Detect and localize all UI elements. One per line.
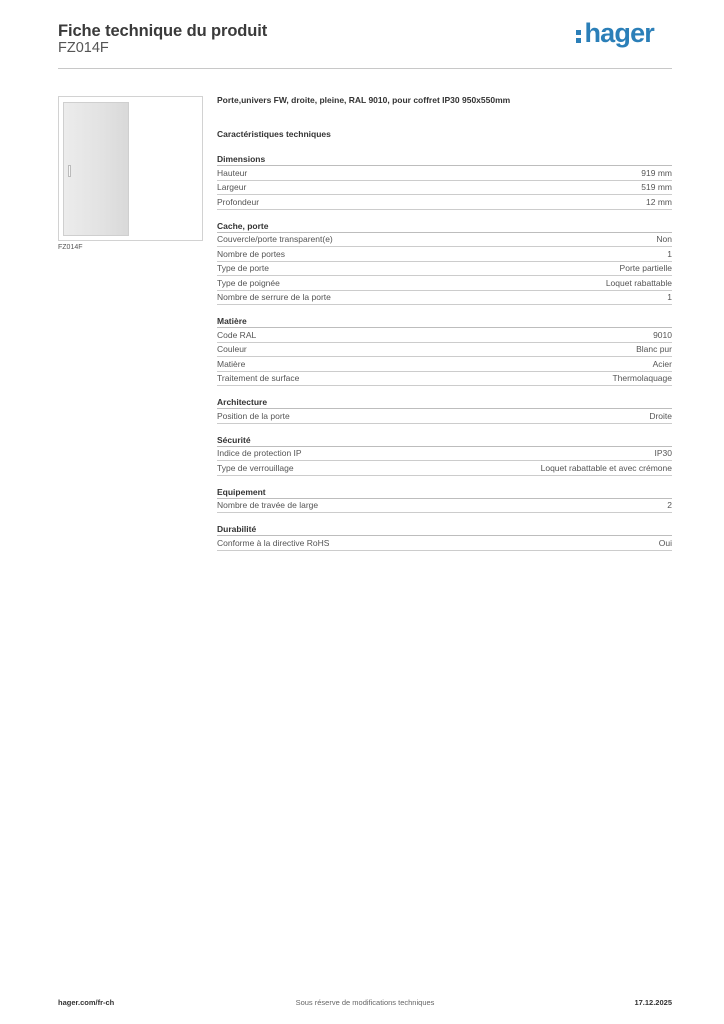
page-footer: [58, 998, 672, 1010]
spec-label: Code RAL: [217, 329, 257, 340]
product-image: [58, 96, 203, 241]
spec-value: 919 mm: [641, 167, 672, 178]
spec-value: Porte partielle: [619, 263, 672, 274]
spec-row: [217, 499, 672, 514]
spec-row: [217, 233, 672, 248]
spec-label: Indice de protection IP: [217, 448, 302, 459]
footer-website: hager.com/fr-ch: [58, 998, 115, 1007]
image-caption: FZ014F: [58, 244, 83, 251]
spec-content: [217, 95, 672, 551]
section-heading: Caractéristiques techniques: [217, 129, 331, 139]
spec-label: Matière: [217, 358, 246, 369]
spec-row: [217, 247, 672, 262]
spec-group-title: Dimensions: [217, 154, 672, 166]
spec-value: 1: [667, 292, 672, 303]
spec-label: Position de la porte: [217, 410, 290, 421]
footer-disclaimer: Sous réserve de modifications techniques: [295, 998, 435, 1007]
spec-label: Couvercle/porte transparent(e): [217, 234, 333, 245]
spec-row: [217, 343, 672, 358]
footer-date: 17.12.2025: [634, 998, 672, 1007]
spec-row: [217, 372, 672, 387]
spec-label: Couleur: [217, 344, 247, 355]
product-reference: FZ014F: [58, 40, 109, 56]
spec-label: Conforme à la directive RoHS: [217, 537, 330, 548]
spec-row: [217, 195, 672, 210]
spec-value: 1: [667, 248, 672, 259]
logo-dots-icon: [576, 30, 581, 43]
spec-row: [217, 262, 672, 277]
spec-value: 12 mm: [646, 196, 672, 207]
spec-label: Largeur: [217, 182, 247, 193]
spec-label: Type de poignée: [217, 277, 280, 288]
spec-row: [217, 357, 672, 372]
spec-value: Loquet rabattable: [605, 277, 672, 288]
spec-row: [217, 328, 672, 343]
spec-row: [217, 181, 672, 196]
spec-groups: [217, 154, 672, 551]
spec-value: Droite: [649, 410, 672, 421]
spec-value: Thermolaquage: [612, 373, 672, 384]
spec-group-title: Sécurité: [217, 435, 672, 447]
spec-label: Hauteur: [217, 167, 248, 178]
spec-value: Blanc pur: [636, 344, 672, 355]
spec-value: Acier: [652, 358, 672, 369]
spec-row: [217, 291, 672, 306]
spec-label: Type de porte: [217, 263, 269, 274]
spec-label: Profondeur: [217, 196, 260, 207]
spec-value: 2: [667, 500, 672, 511]
spec-label: Traitement de surface: [217, 373, 300, 384]
spec-label: Nombre de portes: [217, 248, 286, 259]
spec-row: [217, 536, 672, 551]
spec-value: Oui: [658, 537, 672, 548]
spec-group-title: Architecture: [217, 397, 672, 409]
product-description: Porte,univers FW, droite, pleine, RAL 9010, pour coffret IP30 950x550mm: [217, 95, 511, 105]
spec-group-title: Matière: [217, 316, 672, 328]
spec-label: Nombre de serrure de la porte: [217, 292, 331, 303]
logo-text: hager: [584, 18, 654, 48]
spec-row: [217, 461, 672, 476]
spec-value: Loquet rabattable et avec crémone: [540, 462, 672, 473]
spec-group-title: Durabilité: [217, 524, 672, 536]
hager-logo: [576, 20, 654, 47]
spec-value: Non: [656, 234, 672, 245]
door-handle-icon: [68, 165, 71, 177]
spec-group-title: Equipement: [217, 487, 672, 499]
spec-label: Nombre de travée de large: [217, 500, 319, 511]
spec-row: [217, 276, 672, 291]
spec-value: 519 mm: [641, 182, 672, 193]
document-title: Fiche technique du produit: [58, 22, 268, 40]
spec-label: Type de verrouillage: [217, 462, 294, 473]
spec-group-title: Cache, porte: [217, 221, 672, 233]
spec-row: [217, 409, 672, 424]
spec-row: [217, 166, 672, 181]
spec-row: [217, 447, 672, 462]
spec-value: 9010: [653, 329, 672, 340]
spec-value: IP30: [654, 448, 672, 459]
door-panel-icon: [63, 102, 129, 236]
page-header: [58, 20, 672, 69]
